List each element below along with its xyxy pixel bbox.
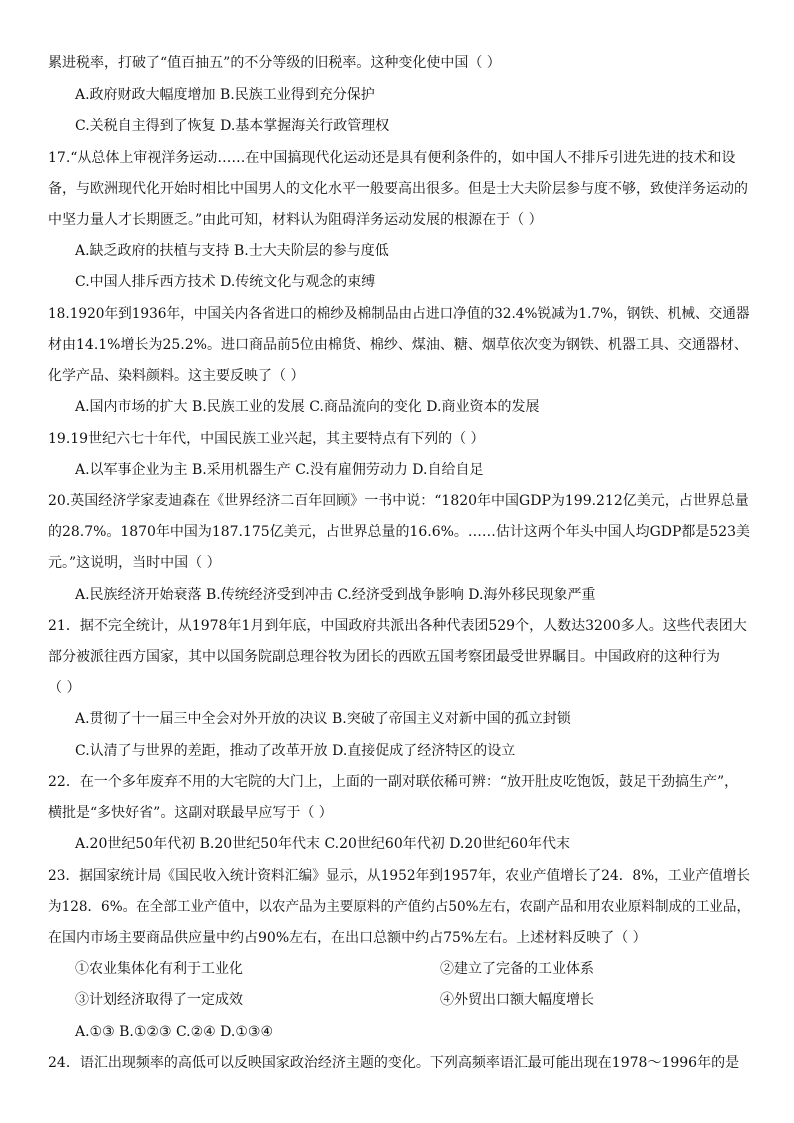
q23-item-2: ②建立了完备的工业体系 (440, 961, 594, 977)
q22-options: A.20世纪50年代初 B.20世纪50年代末 C.20世纪60年代初 D.20世纪60年代末 (75, 836, 571, 852)
q19-line-1: 19.19世纪六七十年代，中国民族工业兴起，其主要特点有下列的（ ） (48, 431, 485, 447)
q21-options-ab: A.贯彻了十一届三中全会对外开放的决议 B.突破了帝国主义对新中国的孤立封锁 (75, 711, 571, 727)
intro-line-1: 累进税率，打破了“值百抽五”的不分等级的旧税率。这种变化使中国（ ） (48, 55, 501, 71)
q23-options: A.①③ B.①②③ C.②④ D.①③④ (75, 1024, 273, 1040)
q24-line-1: 24．语汇出现频率的高低可以反映国家政治经济主题的变化。下列高频率语汇最可能出现在1978～1996年的是 (48, 1055, 740, 1071)
q17-options-ab: A.缺乏政府的扶植与支持 B.士大夫阶层的参与度低 (75, 243, 389, 259)
q23-item-3: ③计划经济取得了一定成效 (75, 992, 243, 1008)
q23-line-3: 在国内市场主要商品供应量中约占90%左右，在出口总额中约占75%左右。上述材料反映了（ ） (48, 930, 647, 946)
q17-options-cd: C.中国人排斥西方技术 D.传统文化与观念的束缚 (75, 274, 376, 290)
q18-line-2: 材由14.1%增长为25.2%。进口商品前5位由棉货、棉纱、煤油、糖、烟草依次变为钢铁、机器工具、交通器材、 (48, 337, 748, 353)
q17-line-2: 备，与欧洲现代化开始时相比中国男人的文化水平一般要高出很多。但是士大夫阶层参与度不够，致使洋务运动的 (48, 181, 748, 197)
q23-line-2: 为128．6%。在全部工业产值中，以农产品为主要原料的产值约占50%左右，农副产品和用农业原料制成的工业品， (48, 899, 751, 915)
q18-line-3: 化学产品、染料颜料。这主要反映了（ ） (48, 368, 305, 384)
q20-line-1: 20.英国经济学家麦迪森在《世界经济二百年回顾》一书中说：“1820年中国GDP为199.212亿美元，占世界总量 (48, 493, 749, 509)
intro-options-cd: C.关税自主得到了恢复 D.基本掌握海关行政管理权 (75, 118, 390, 134)
q21-line-1: 21．据不完全统计，从1978年1月到年底，中国政府共派出各种代表团529个，人数达3200多人。这些代表团大 (48, 618, 747, 634)
q20-options: A.民族经济开始衰落 B.传统经济受到冲击 C.经济受到战争影响 D.海外移民现象严重 (75, 587, 596, 603)
q22-line-1: 22．在一个多年废弃不用的大宅院的大门上，上面的一副对联依稀可辨：“放开肚皮吃饱饭，鼓足干劲搞生产”， (48, 774, 739, 790)
q20-line-3: 元。”这说明，当时中国（ ） (48, 555, 221, 571)
q23-line-1: 23．据国家统计局《国民收入统计资料汇编》显示，从1952年到1957年，农业产值增长了24．8%，工业产值增长 (48, 868, 751, 884)
intro-options-ab: A.政府财政大幅度增加 B.民族工业得到充分保护 (75, 87, 375, 103)
q21-options-cd: C.认清了与世界的差距，推动了改革开放 D.直接促成了经济特区的设立 (75, 743, 516, 759)
q21-line-3: （ ） (48, 680, 81, 696)
q21-line-2: 部分被派往西方国家，其中以国务院副总理谷牧为团长的西欧五国考察团最受世界瞩目。中国政府的这种行为 (48, 649, 720, 665)
q17-line-3: 中坚力量人才长期匮乏。”由此可知，材料认为阻碍洋务运动发展的根源在于（ ） (48, 212, 543, 228)
q17-line-1: 17.“从总体上审视洋务运动……在中国搞现代化运动还是具有便利条件的，如中国人不排斥引进先进的技术和设 (48, 150, 736, 166)
q19-options: A.以军事企业为主 B.采用机器生产 C.没有雇佣劳动力 D.自给自足 (75, 462, 484, 478)
q22-line-2: 横批是“多快好省”。这副对联最早应写于（ ） (48, 805, 333, 821)
q23-item-4: ④外贸出口额大幅度增长 (440, 992, 594, 1008)
q23-item-1: ①农业集体化有利于工业化 (75, 961, 243, 977)
q18-options: A.国内市场的扩大 B.民族工业的发展 C.商品流向的变化 D.商业资本的发展 (75, 399, 540, 415)
q20-line-2: 的28.7%。1870年中国为187.175亿美元，占世界总量的16.6%。……估计这两个年头中国人均GDP都是523美 (48, 524, 751, 540)
q18-line-1: 18.1920年到1936年，中国关内各省进口的棉纱及棉制品由占进口净值的32.4%锐减为1.7%，钢铁、机械、交通器 (48, 306, 750, 322)
